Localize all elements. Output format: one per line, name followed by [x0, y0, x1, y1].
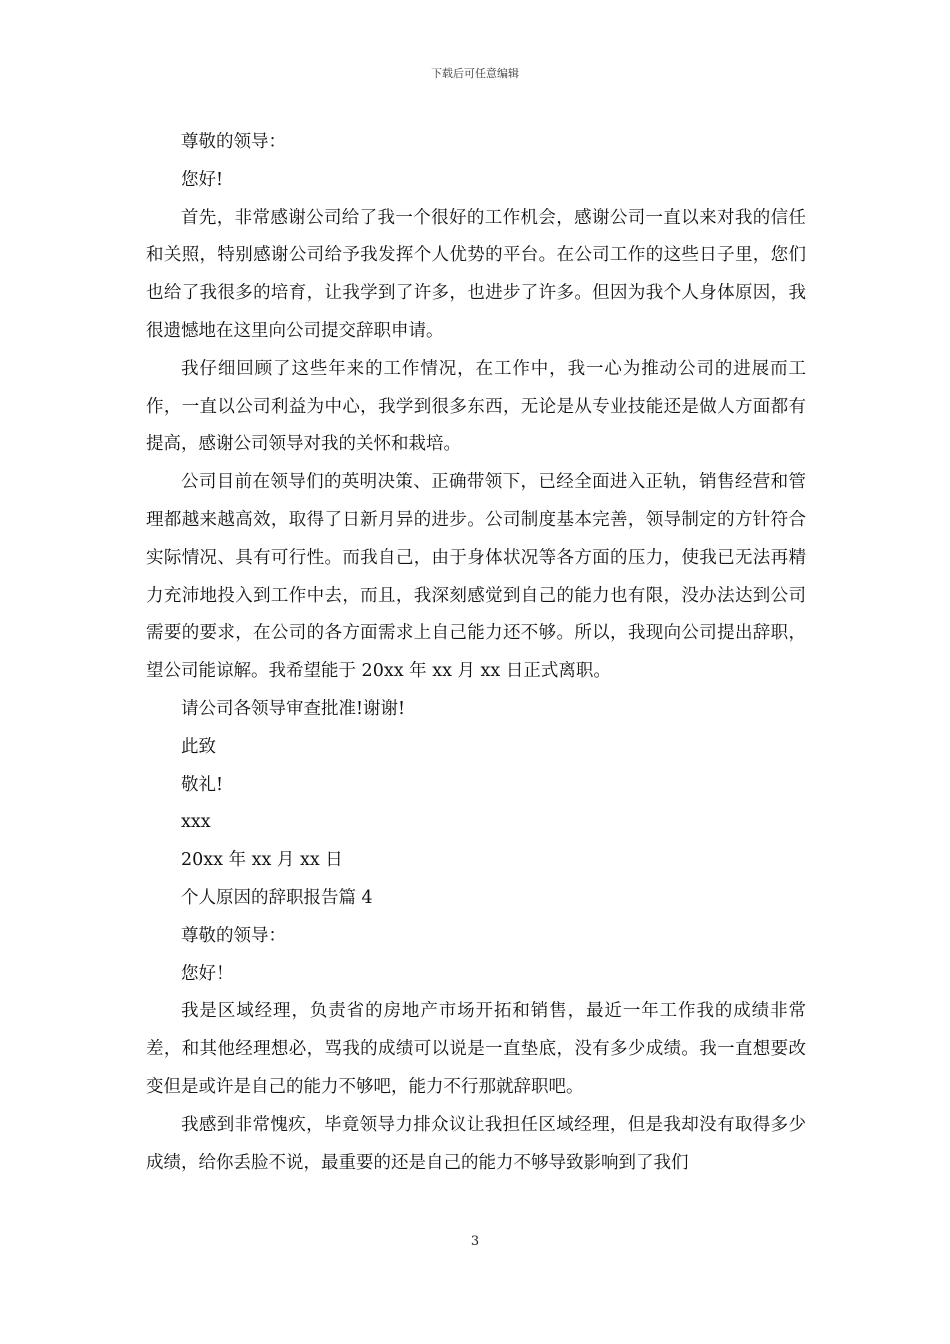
- salutation: 尊敬的领导：: [181, 925, 286, 946]
- document-body: [146, 124, 806, 1182]
- salutation: 尊敬的领导：: [181, 132, 286, 152]
- page-number: 3: [470, 1234, 480, 1249]
- request-line: 请公司各领导审查批准!谢谢!: [181, 698, 406, 719]
- date-line: 20xx 年 xx 月 xx 日: [181, 850, 343, 871]
- body-paragraph: 我仔细回顾了这些年来的工作情况，在工作中，我一心为推动公司的进展而工作，一直以公司利益为中心，我学到很多东西，无论是从专业技能还是做人方面都有提高，感谢公司领导对我的关怀和栽培。: [146, 358, 806, 455]
- signature: xxx: [181, 812, 211, 833]
- page-header: 下载后可任意编辑: [431, 67, 519, 80]
- closing-salute: 敬礼!: [181, 774, 224, 795]
- body-paragraph: 公司目前在领导们的英明决策、正确带领下，已经全面进入正轨，销售经营和管理都越来越高效，取得了日新月异的进步。公司制度基本完善，领导制定的方针符合实际情况、具有可行性。而我自己，由于身体状况等各方面的压力，使我已无法再精力充沛地投入到工作中去，而且，我深刻感觉到自己的能力也有限，没办法达到公司需要的要求，在公司的各方面需求上自己能力还不够。所以，我现向公司提出辞职，望公司能谅解。我希望能于 20xx 年 xx 月 xx 日正式离职。: [146, 472, 806, 682]
- greeting: 您好！: [181, 963, 234, 984]
- body-paragraph: 首先，非常感谢公司给了我一个很好的工作机会，感谢公司一直以来对我的信任和关照，特别感谢公司给予我发挥个人优势的平台。在公司工作的这些日子里，您们也给了我很多的培育，让我学到了许多，也进步了许多。但因为我个人身体原因，我很遗憾地在这里向公司提交辞职申请。: [146, 207, 806, 341]
- greeting: 您好!: [181, 169, 224, 190]
- closing-line: 此致: [181, 736, 216, 757]
- body-paragraph: 我是区域经理，负责省的房地产市场开拓和销售，最近一年工作我的成绩非常差，和其他经理想必，骂我的成绩可以说是一直垫底，没有多少成绩。我一直想要改变但是或许是自己的能力不够吧，能力不行那就辞职吧。: [146, 1001, 806, 1097]
- section-title: 个人原因的辞职报告篇 4: [181, 887, 373, 908]
- body-paragraph: 我感到非常愧疚，毕竟领导力排众议让我担任区域经理，但是我却没有取得多少成绩，给你丢脸不说，最重要的还是自己的能力不够导致影响到了我们: [146, 1114, 806, 1173]
